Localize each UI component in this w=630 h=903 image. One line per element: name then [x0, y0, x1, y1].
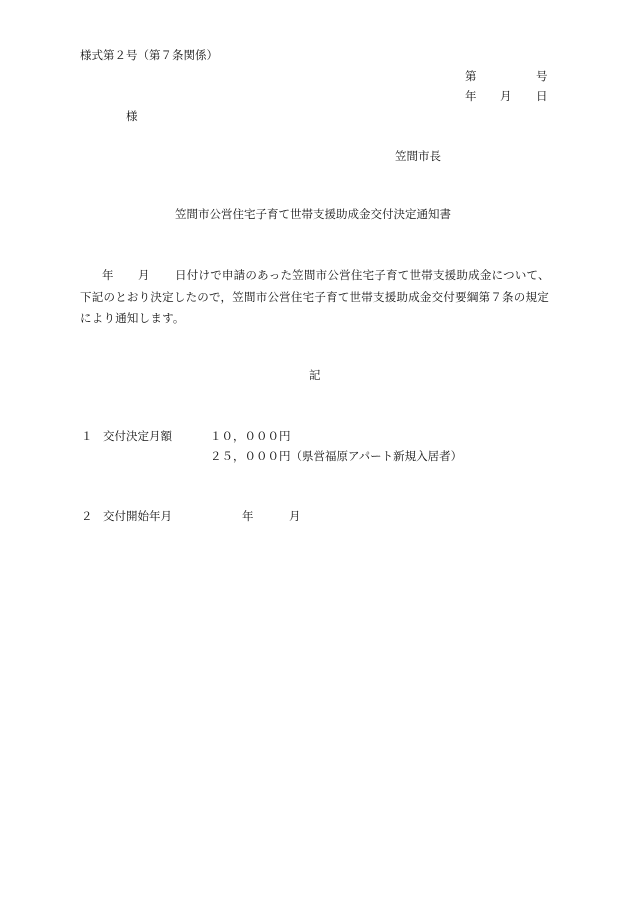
item1-amount-1: １０，０００円 — [210, 429, 291, 443]
doc-date-day: 日 — [536, 89, 548, 103]
body-line-2: 下記のとおり決定したので，笠間市公営住宅子育て世帯支援助成金交付要綱第７条の規定 — [80, 290, 549, 304]
issuer-name: 笠間市長 — [395, 149, 441, 163]
item2-year: 年 — [242, 509, 254, 523]
item1-amount-2: ２５，０００円（県営福原アパート新規入居者） — [210, 449, 463, 463]
doc-date-month: 月 — [500, 89, 512, 103]
item1-label: 交付決定月額 — [103, 429, 172, 443]
form-label: 様式第２号（第７条関係） — [80, 48, 218, 62]
doc-number-prefix: 第 — [465, 69, 477, 83]
item2-label: 交付開始年月 — [103, 509, 172, 523]
ki-heading: 記 — [309, 368, 321, 382]
body-date-month: 月 — [138, 268, 150, 282]
doc-number-suffix: 号 — [536, 69, 548, 83]
doc-date-year: 年 — [465, 89, 477, 103]
addressee-suffix: 様 — [126, 109, 138, 123]
body-line-1: 日付けで申請のあった笠間市公営住宅子育て世帯支援助成金について、 — [175, 268, 550, 282]
item2-number: ２ — [81, 509, 93, 523]
body-date-year: 年 — [102, 268, 114, 282]
body-line-3: により通知します。 — [80, 311, 185, 325]
item1-number: １ — [81, 429, 93, 443]
item2-month: 月 — [289, 509, 301, 523]
document-title: 笠間市公営住宅子育て世帯支援助成金交付決定通知書 — [175, 207, 451, 221]
